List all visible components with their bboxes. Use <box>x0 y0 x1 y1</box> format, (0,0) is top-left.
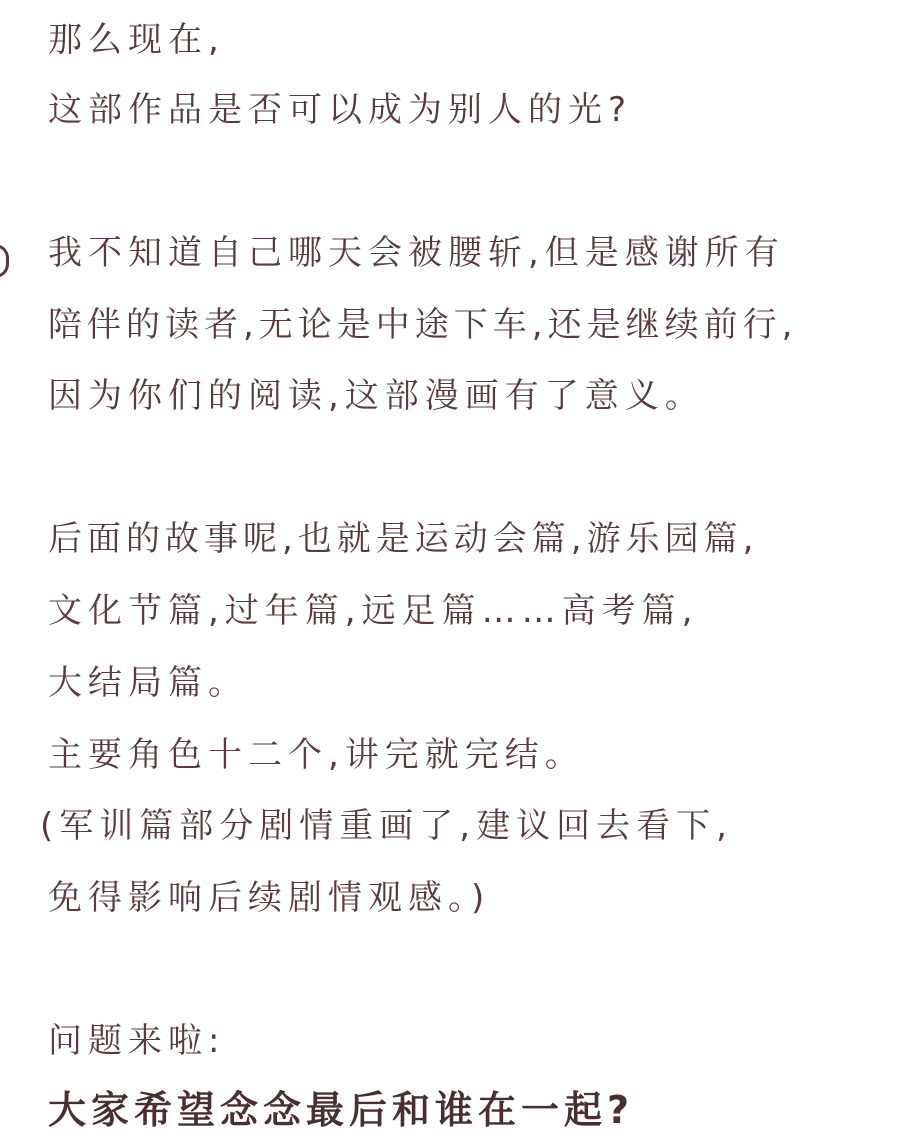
text-line-8: 大结局篇。 <box>48 663 248 703</box>
text-line-9: 主要角色十二个,讲完就完结。 <box>48 735 585 775</box>
text-line-7: 文化节篇,过年篇,远足篇……高考篇, <box>48 591 699 631</box>
text-line-2: 这部作品是否可以成为别人的光? <box>48 90 633 130</box>
question-intro: 问题来啦: <box>48 1021 226 1061</box>
text-line-3: 我不知道自己哪天会被腰斩,但是感谢所有 <box>48 233 785 273</box>
text-line-4: 陪伴的读者,无论是中途下车,还是继续前行, <box>48 305 798 345</box>
text-line-10: (军训篇部分剧情重画了,建议回去看下, <box>40 806 733 846</box>
text-line-5: 因为你们的阅读,这部漫画有了意义。 <box>48 376 705 416</box>
text-line-1: 那么现在, <box>48 20 225 60</box>
text-line-11: 免得影响后续剧情观感。) <box>48 878 491 918</box>
edge-bracket-mark <box>0 244 9 278</box>
question-text: 大家希望念念最后和谁在一起? <box>48 1088 635 1132</box>
text-line-6: 后面的故事呢,也就是运动会篇,游乐园篇, <box>48 519 759 559</box>
